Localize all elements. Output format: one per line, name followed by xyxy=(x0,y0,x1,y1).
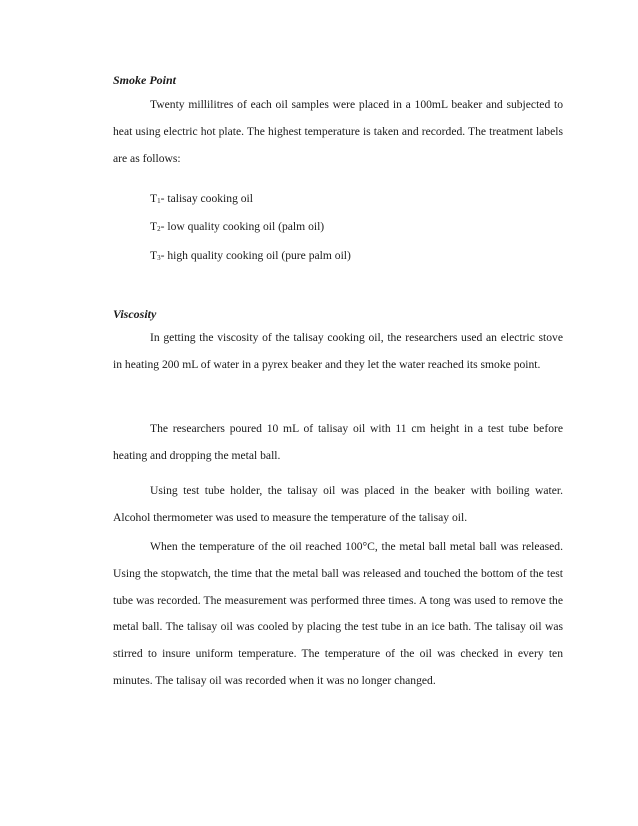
viscosity-paragraph-3: Using test tube holder, the talisay oil was placed in the beaker with boiling water. Alcohol thermometer was used to measure the temperature of the talisay oil. xyxy=(113,484,563,524)
treatment-item-2: $T_2-$ low quality cooking oil (palm oil) xyxy=(150,220,325,234)
viscosity-paragraph-2: The researchers poured 10 mL of talisay oil with 11 cm height in a test tube before heating and dropping the metal ball. xyxy=(113,422,563,462)
viscosity-heading: Viscosity xyxy=(113,307,157,321)
smoke-point-paragraph: Twenty millilitres of each oil samples were placed in a 100mL beaker and subjected to heat using electric hot plate. The highest temperature is taken and recorded. The treatment labels are as follows: xyxy=(113,98,563,165)
viscosity-paragraph-4: When the temperature of the oil reached 100°C, the metal ball metal ball was released. Using the stopwatch, the time that the metal ball was released and touched the bottom of the test tube was recorded. The measurement was performed three times. A tong was used to remove the metal ball. The talisay oil was cooled by placing the test tube in an ice bath. The talisay oil was stirred to insure uniform temperature. The temperature of the oil was checked in every ten minutes. The talisay oil was recorded when it was no longer changed. xyxy=(113,540,563,687)
treatment-list xyxy=(113,186,563,271)
treatment-item-1: $T_1-$ talisay cooking oil xyxy=(150,192,254,205)
treatment-item-3: $T_3-$ high quality cooking oil (pure palm oil) xyxy=(150,248,351,262)
smoke-point-heading: Smoke Point xyxy=(113,73,177,87)
viscosity-paragraph-1: In getting the viscosity of the talisay cooking oil, the researchers used an electric stove in heating 200 mL of water in a pyrex beaker and they let the water reached its smoke point. xyxy=(113,331,563,371)
